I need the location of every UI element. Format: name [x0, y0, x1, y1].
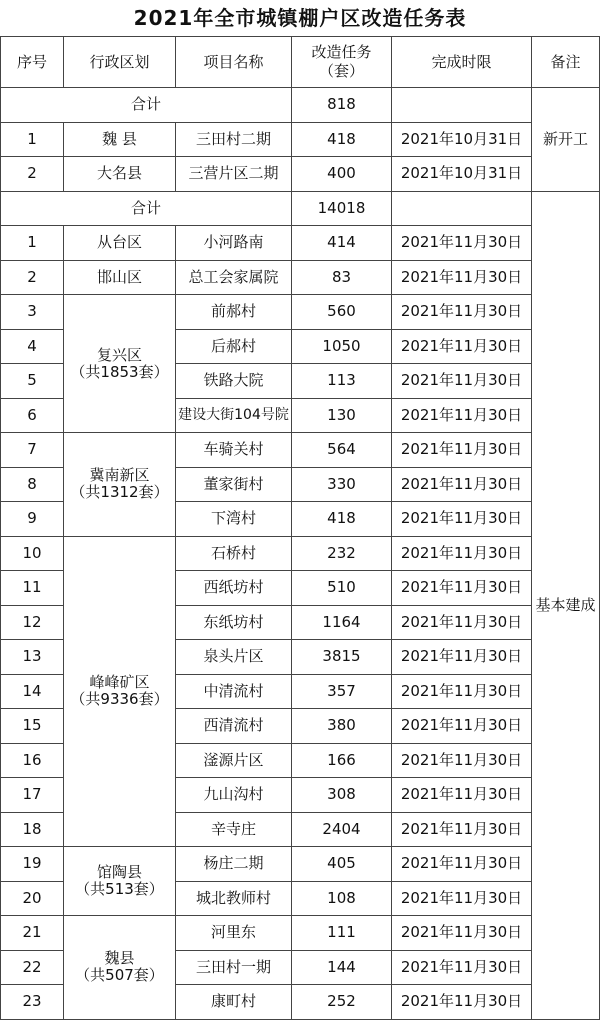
task-count: 1050 [292, 329, 392, 364]
project-name: 三营片区二期 [176, 157, 292, 192]
project-name: 三田村一期 [176, 950, 292, 985]
project-name: 城北教师村 [176, 881, 292, 916]
task-count: 108 [292, 881, 392, 916]
row-number: 7 [1, 433, 64, 468]
deadline: 2021年11月30日 [392, 709, 532, 744]
deadline: 2021年11月30日 [392, 502, 532, 537]
row-number: 2 [1, 260, 64, 295]
task-count: 130 [292, 398, 392, 433]
deadline: 2021年11月30日 [392, 640, 532, 675]
table-row [1, 260, 600, 295]
row-number: 14 [1, 674, 64, 709]
row-number: 13 [1, 640, 64, 675]
deadline: 2021年11月30日 [392, 605, 532, 640]
header-cell-project: 项目名称 [176, 37, 292, 88]
header-cell-count: 改造任务 （套） [292, 37, 392, 88]
deadline: 2021年11月30日 [392, 260, 532, 295]
deadline: 2021年11月30日 [392, 812, 532, 847]
project-name: 西纸坊村 [176, 571, 292, 606]
row-number: 1 [1, 226, 64, 261]
task-count: 144 [292, 950, 392, 985]
header-cell-note: 备注 [532, 37, 600, 88]
header-row [1, 37, 600, 88]
task-count: 405 [292, 847, 392, 882]
header-cell-deadline: 完成时限 [392, 37, 532, 88]
deadline: 2021年11月30日 [392, 743, 532, 778]
deadline: 2021年11月30日 [392, 536, 532, 571]
task-count: 400 [292, 157, 392, 192]
deadline: 2021年11月30日 [392, 778, 532, 813]
task-count: 2404 [292, 812, 392, 847]
row-number: 3 [1, 295, 64, 330]
table-row [1, 157, 600, 192]
project-name: 小河路南 [176, 226, 292, 261]
row-number: 8 [1, 467, 64, 502]
subtotal-value: 818 [292, 88, 392, 123]
row-number: 23 [1, 985, 64, 1020]
deadline: 2021年11月30日 [392, 226, 532, 261]
project-name: 杨庄二期 [176, 847, 292, 882]
subtotal-label: 合计 [1, 191, 292, 226]
deadline: 2021年10月31日 [392, 122, 532, 157]
project-name: 车骑关村 [176, 433, 292, 468]
task-count: 232 [292, 536, 392, 571]
header-cell-number: 序号 [1, 37, 64, 88]
project-name: 后郝村 [176, 329, 292, 364]
project-name: 滏源片区 [176, 743, 292, 778]
subtotal-deadline [392, 88, 532, 123]
row-number: 20 [1, 881, 64, 916]
project-name: 泉头片区 [176, 640, 292, 675]
district-cell: 魏县 （共507套） [64, 916, 176, 1020]
deadline: 2021年11月30日 [392, 329, 532, 364]
project-name: 总工会家属院 [176, 260, 292, 295]
deadline: 2021年11月30日 [392, 847, 532, 882]
row-number: 9 [1, 502, 64, 537]
project-name: 下湾村 [176, 502, 292, 537]
task-count: 113 [292, 364, 392, 399]
table-row [1, 295, 600, 330]
district-cell: 从台区 [64, 226, 176, 261]
task-count: 166 [292, 743, 392, 778]
task-count: 308 [292, 778, 392, 813]
deadline: 2021年11月30日 [392, 467, 532, 502]
note-cell: 基本建成 [532, 191, 600, 1019]
row-number: 11 [1, 571, 64, 606]
district-cell: 大名县 [64, 157, 176, 192]
project-name: 中清流村 [176, 674, 292, 709]
deadline: 2021年11月30日 [392, 433, 532, 468]
row-number: 2 [1, 157, 64, 192]
task-count: 380 [292, 709, 392, 744]
project-name: 康町村 [176, 985, 292, 1020]
deadline: 2021年11月30日 [392, 571, 532, 606]
task-count: 83 [292, 260, 392, 295]
project-name: 三田村二期 [176, 122, 292, 157]
row-number: 19 [1, 847, 64, 882]
project-name: 董家街村 [176, 467, 292, 502]
deadline: 2021年11月30日 [392, 674, 532, 709]
district-cell: 魏 县 [64, 122, 176, 157]
row-number: 6 [1, 398, 64, 433]
project-name: 石桥村 [176, 536, 292, 571]
task-count: 418 [292, 122, 392, 157]
table-row [1, 916, 600, 951]
subtotal-row [1, 88, 600, 123]
project-name: 河里东 [176, 916, 292, 951]
row-number: 18 [1, 812, 64, 847]
deadline: 2021年11月30日 [392, 881, 532, 916]
row-number: 1 [1, 122, 64, 157]
project-name: 辛寺庄 [176, 812, 292, 847]
district-cell: 馆陶县 （共513套） [64, 847, 176, 916]
table-row [1, 122, 600, 157]
task-count: 560 [292, 295, 392, 330]
row-number: 5 [1, 364, 64, 399]
project-name: 铁路大院 [176, 364, 292, 399]
row-number: 21 [1, 916, 64, 951]
table-row [1, 536, 600, 571]
table-row [1, 433, 600, 468]
row-number: 15 [1, 709, 64, 744]
table-title: 2021年全市城镇棚户区改造任务表 [133, 6, 467, 30]
project-name: 前郝村 [176, 295, 292, 330]
task-count: 357 [292, 674, 392, 709]
district-cell: 冀南新区 （共1312套） [64, 433, 176, 537]
table-row [1, 226, 600, 261]
header-cell-district: 行政区划 [64, 37, 176, 88]
project-name: 九山沟村 [176, 778, 292, 813]
row-number: 10 [1, 536, 64, 571]
deadline: 2021年11月30日 [392, 364, 532, 399]
task-count: 414 [292, 226, 392, 261]
project-name: 东纸坊村 [176, 605, 292, 640]
subtotal-deadline [392, 191, 532, 226]
subtotal-row [1, 191, 600, 226]
deadline: 2021年11月30日 [392, 295, 532, 330]
task-count: 510 [292, 571, 392, 606]
task-count: 111 [292, 916, 392, 951]
row-number: 22 [1, 950, 64, 985]
deadline: 2021年11月30日 [392, 985, 532, 1020]
task-count: 252 [292, 985, 392, 1020]
table-row [1, 847, 600, 882]
task-count: 330 [292, 467, 392, 502]
deadline: 2021年11月30日 [392, 398, 532, 433]
district-cell: 峰峰矿区 （共9336套） [64, 536, 176, 847]
project-name: 西清流村 [176, 709, 292, 744]
row-number: 4 [1, 329, 64, 364]
subtotal-value: 14018 [292, 191, 392, 226]
deadline: 2021年10月31日 [392, 157, 532, 192]
task-count: 1164 [292, 605, 392, 640]
district-cell: 复兴区 （共1853套） [64, 295, 176, 433]
project-name: 建设大街104号院 [176, 398, 292, 433]
row-number: 16 [1, 743, 64, 778]
row-number: 12 [1, 605, 64, 640]
deadline: 2021年11月30日 [392, 916, 532, 951]
district-cell: 邯山区 [64, 260, 176, 295]
task-count: 3815 [292, 640, 392, 675]
task-count: 418 [292, 502, 392, 537]
row-number: 17 [1, 778, 64, 813]
subtotal-label: 合计 [1, 88, 292, 123]
task-count: 564 [292, 433, 392, 468]
deadline: 2021年11月30日 [392, 950, 532, 985]
note-cell: 新开工 [532, 88, 600, 192]
reconstruction-task-table [0, 36, 600, 1020]
